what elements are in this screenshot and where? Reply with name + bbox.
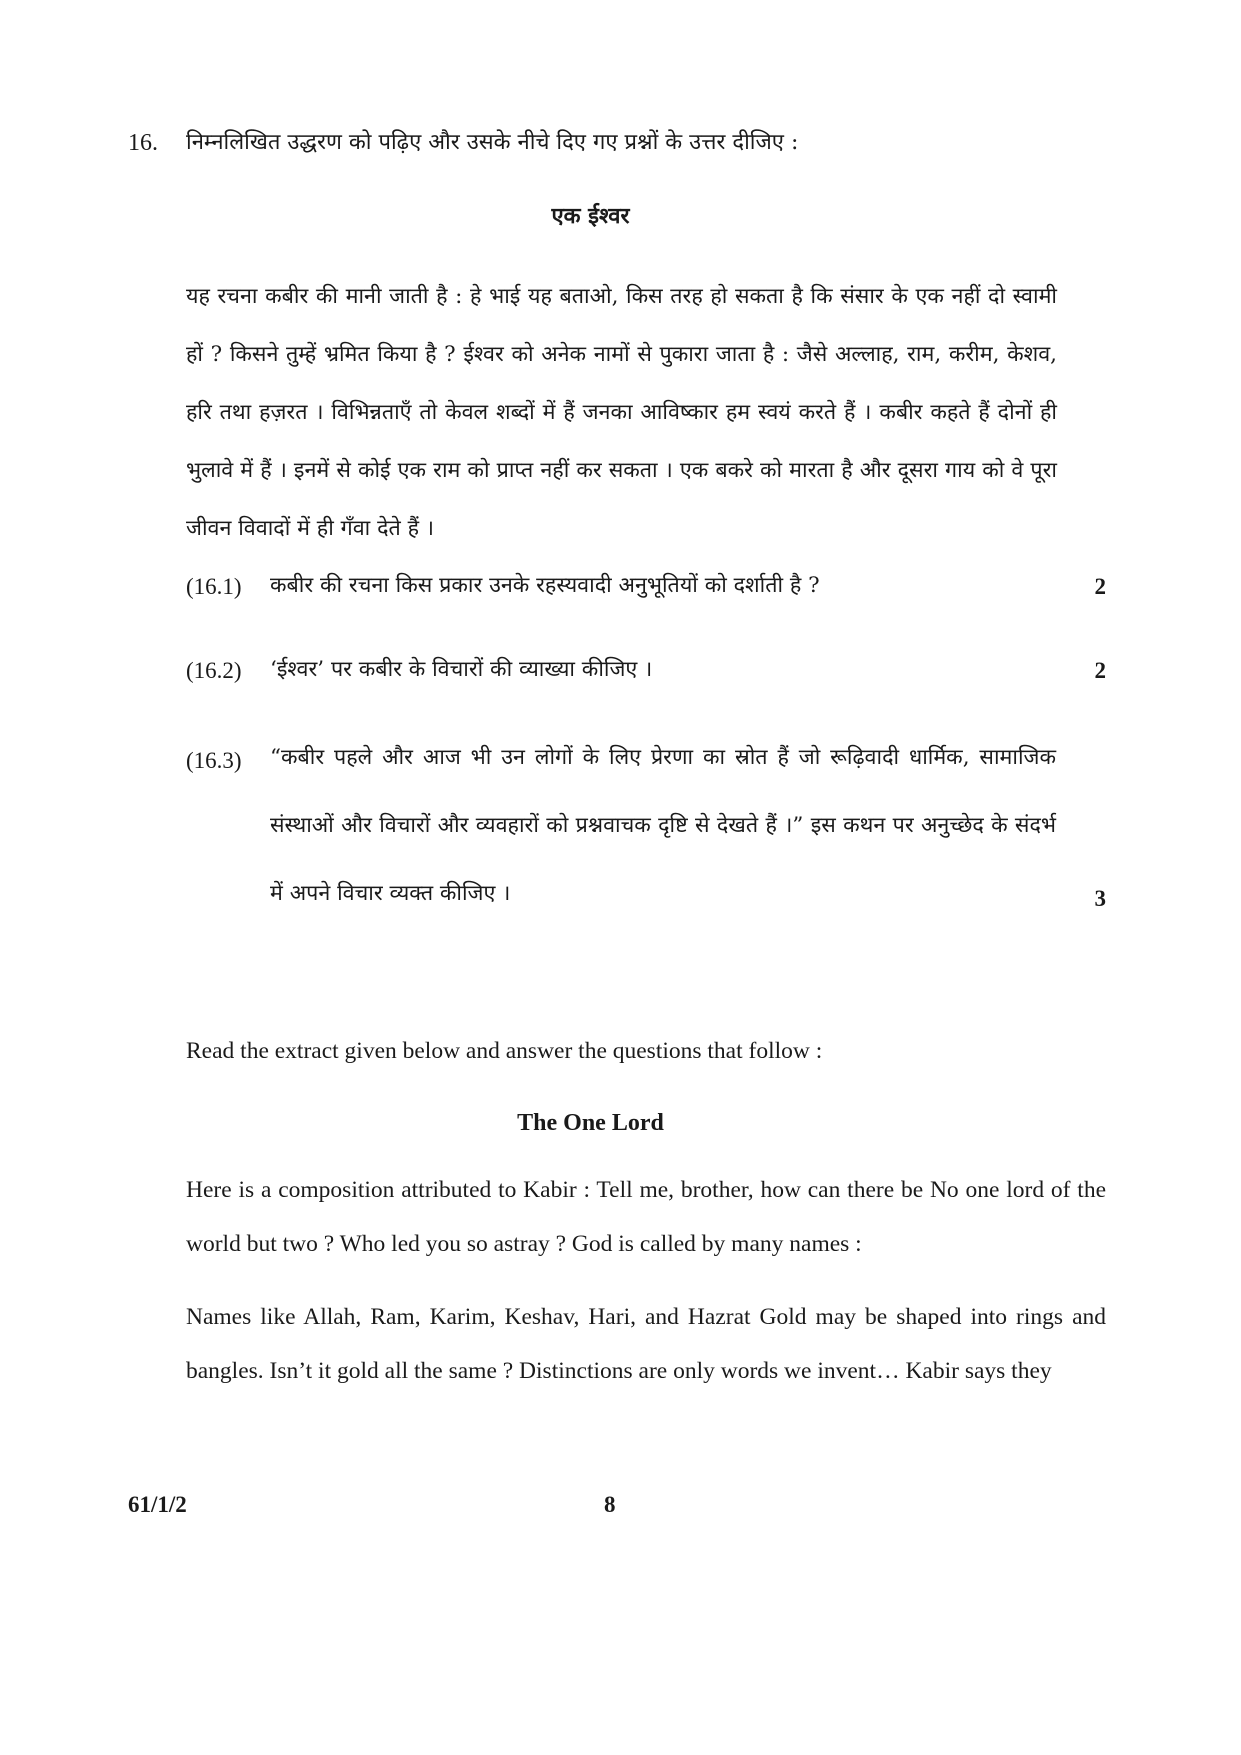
passage-title-english: The One Lord	[517, 1110, 664, 1136]
subquestion-text: कबीर की रचना किस प्रकार उनके रहस्यवादी अनुभूतियों को दर्शाती है ?	[270, 573, 820, 598]
paper-code: 61/1/2	[128, 1492, 187, 1517]
subquestion-id: (16.1)	[186, 574, 242, 599]
passage-english-paragraph-2: Names like Allah, Ram, Karim, Keshav, Hari, and Hazrat Gold may be shaped into rings and bangles. Isn’t it gold all the same ? Distinctions are only words we invent… Kabir says they	[186, 1304, 1106, 1384]
passage-english-paragraph-1: Here is a composition attributed to Kabir : Tell me, brother, how can there be No one lord of the world but two ? Who led you so astray ? God is called by many names :	[186, 1177, 1106, 1257]
page-number: 8	[604, 1492, 616, 1517]
passage-hindi: यह रचना कबीर की मानी जाती है : हे भाई यह बताओ, किस तरह हो सकता है कि संसार के एक नहीं दो स्वामी हों ? किसने तुम्हें भ्रमित किया है ? ईश्वर को अनेक नामों से पुकारा जाता है : जैसे अल्लाह, राम, करीम, केशव, हरि तथा हज़रत । विभिन्नताएँ तो केवल शब्दों में हैं जनका आविष्कार हम स्वयं करते हैं । कबीर कहते हैं दोनों ही भुलावे में हैं । इनमें से कोई एक राम को प्राप्त नहीं कर सकता । एक बकरे को मारता है और दूसरा गाय को वे पूरा जीवन विवादों में ही गँवा देते हैं ।	[186, 284, 1057, 541]
subquestion-text: ‘ईश्वर’ पर कबीर के विचारों की व्याख्या कीजिए ।	[270, 657, 653, 682]
marks-label: 2	[1094, 658, 1106, 683]
marks-label: 2	[1094, 574, 1106, 599]
passage-title-hindi: एक ईश्वर	[551, 203, 630, 229]
question-number: 16.	[128, 130, 158, 156]
subquestion-text: “कबीर पहले और आज भी उन लोगों के लिए प्रेरणा का स्रोत हैं जो रूढ़िवादी धार्मिक, सामाजिक संस्थाओं और विचारों और व्यवहारों को प्रश्नवाचक दृष्टि से देखते हैं ।” इस कथन पर अनुच्छेद के संदर्भ में अपने विचार व्यक्त कीजिए ।	[270, 745, 1056, 906]
subquestion-id: (16.2)	[186, 658, 242, 683]
marks-label: 3	[1094, 886, 1106, 911]
subquestion-id: (16.3)	[186, 748, 242, 773]
instruction-english: Read the extract given below and answer the questions that follow :	[186, 1038, 823, 1064]
instruction-hindi: निम्नलिखित उद्धरण को पढ़िए और उसके नीचे दिए गए प्रश्नों के उत्तर दीजिए :	[186, 130, 799, 155]
